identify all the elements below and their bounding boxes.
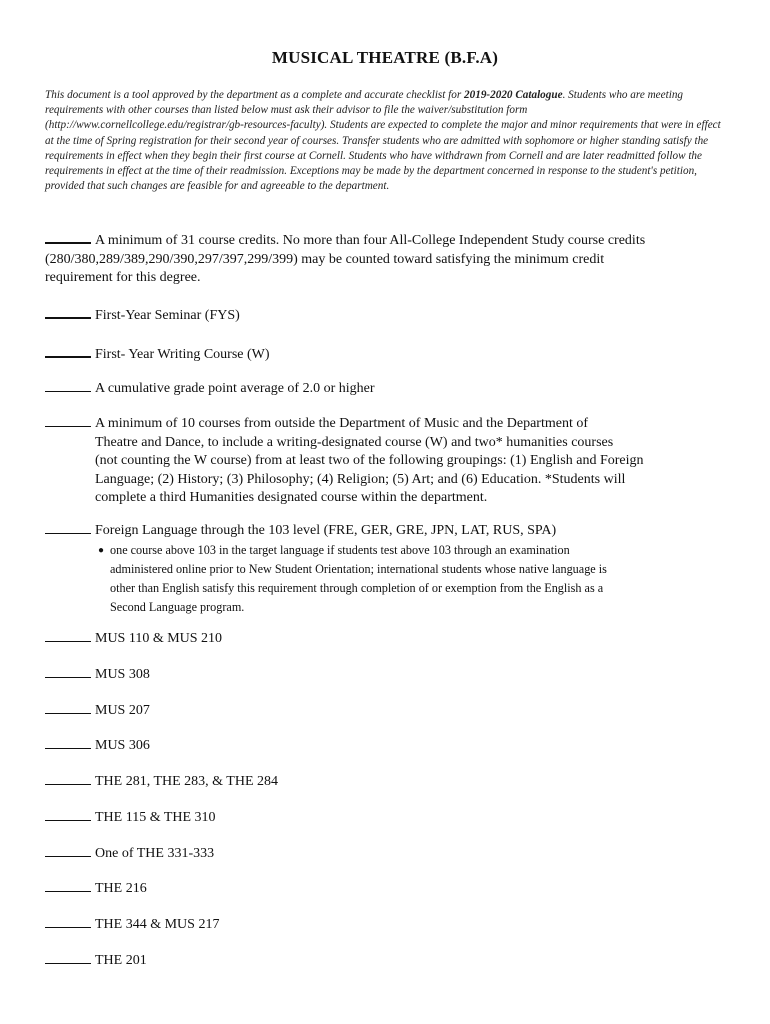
note-text: administered online prior to New Student Orientation; international students whose native language is [110, 562, 607, 576]
requirement-credits [45, 230, 725, 288]
course-item [45, 772, 725, 792]
course-text: THE 115 & THE 310 [95, 810, 216, 825]
checkbox-blank[interactable] [45, 915, 91, 928]
course-text: THE 281, THE 283, & THE 284 [95, 774, 279, 789]
note-text: other than English satisfy this requirement through completion of or exemption from the English as a [110, 581, 604, 595]
requirement-text: Foreign Language through the 103 level (FRE, GER, GRE, JPN, LAT, RUS, SPA) [95, 523, 557, 538]
course-item [45, 808, 725, 828]
course-text: MUS 110 & MUS 210 [95, 631, 223, 646]
page-title: MUSICAL THEATRE (B.F.A) [271, 48, 499, 67]
requirement-text: First- Year Writing Course (W) [95, 347, 270, 362]
checkbox-blank[interactable] [45, 521, 91, 534]
requirement-text: A minimum of 10 courses from outside the Department of Music and the Department of [95, 416, 589, 431]
note-text: one course above 103 in the target language if students test above 103 through an examination [110, 543, 570, 557]
course-text: One of THE 331-333 [95, 846, 215, 861]
checkbox-blank[interactable] [45, 772, 91, 785]
intro-paragraph [45, 88, 725, 194]
intro-text-rest: . Students who are meeting requirements with other courses than listed below must ask their advisor to file the waiver/substitution form (http://www.cornellcollege.edu/registrar/gb-resources-faculty). Students are expected to complete the major and minor requirements that were in effect at the time of Spring registration for their second year of courses. Transfer students who are admitted with sophomore or higher standing satisfy the requirements in effect when they begin their first course at Cornell. Students who have withdrawn from Cornell and are later readmitted follow the requirements in effect at the time of their readmission. Exceptions may be made by the department concerned in response to the student's petition, provided that such changes are feasible for and agreeable to the department. [45, 89, 721, 193]
course-item [45, 844, 725, 864]
requirement-text: Theatre and Dance, to include a writing-designated course (W) and two* humanities courses [95, 434, 614, 450]
course-text: THE 216 [95, 881, 147, 896]
course-text: THE 201 [95, 953, 147, 968]
checkbox-blank[interactable] [45, 414, 91, 427]
checkbox-blank[interactable] [45, 379, 91, 392]
checkbox-blank[interactable] [45, 736, 91, 749]
checkbox-blank[interactable] [45, 951, 91, 964]
checkbox-blank[interactable] [45, 230, 91, 244]
bullet-icon: ● [98, 545, 105, 556]
course-item [45, 629, 725, 649]
course-text: THE 344 & MUS 217 [95, 917, 220, 932]
course-item [45, 951, 725, 971]
course-text: MUS 207 [95, 703, 150, 718]
course-item [45, 915, 725, 935]
course-item [45, 736, 725, 756]
checkbox-blank[interactable] [45, 844, 91, 857]
checkbox-blank[interactable] [45, 701, 91, 714]
requirement-fys [45, 305, 725, 326]
requirement-text: (not counting the W course) from at least two of the following groupings: (1) English and Foreign [95, 453, 644, 468]
intro-text-start: This document is a tool approved by the department as a complete and accurate checklist for [45, 89, 465, 101]
requirement-writing [45, 344, 725, 365]
checkbox-blank[interactable] [45, 344, 91, 358]
requirement-text: requirement for this degree. [45, 270, 201, 285]
requirement-text: (280/380,289/389,290/390,297/397,299/399) may be counted toward satisfying the minimum credit [45, 251, 605, 267]
note-text: Second Language program. [110, 600, 245, 614]
course-item [45, 701, 725, 721]
requirement-gpa [45, 379, 725, 399]
language-note [98, 541, 710, 617]
requirement-text: Language; (2) History; (3) Philosophy; (4) Religion; (5) Art; and (6) Education. *Students will [95, 471, 626, 487]
requirement-outside-courses [45, 414, 725, 508]
requirement-text: A minimum of 31 course credits. No more than four All-College Independent Study course credits [95, 233, 646, 248]
checkbox-blank[interactable] [45, 305, 91, 319]
course-item [45, 665, 725, 685]
requirement-language [45, 521, 725, 541]
checkbox-blank[interactable] [45, 629, 91, 642]
course-text: MUS 308 [95, 667, 150, 682]
course-text: MUS 306 [95, 738, 150, 753]
requirement-text: A cumulative grade point average of 2.0 or higher [95, 381, 375, 396]
checkbox-blank[interactable] [45, 879, 91, 892]
requirement-text: First-Year Seminar (FYS) [95, 308, 240, 323]
checkbox-blank[interactable] [45, 808, 91, 821]
requirement-text: complete a third Humanities designated course within the department. [95, 490, 488, 505]
course-item [45, 879, 725, 899]
checkbox-blank[interactable] [45, 665, 91, 678]
catalogue-year: 2019-2020 Catalogue [464, 89, 563, 101]
